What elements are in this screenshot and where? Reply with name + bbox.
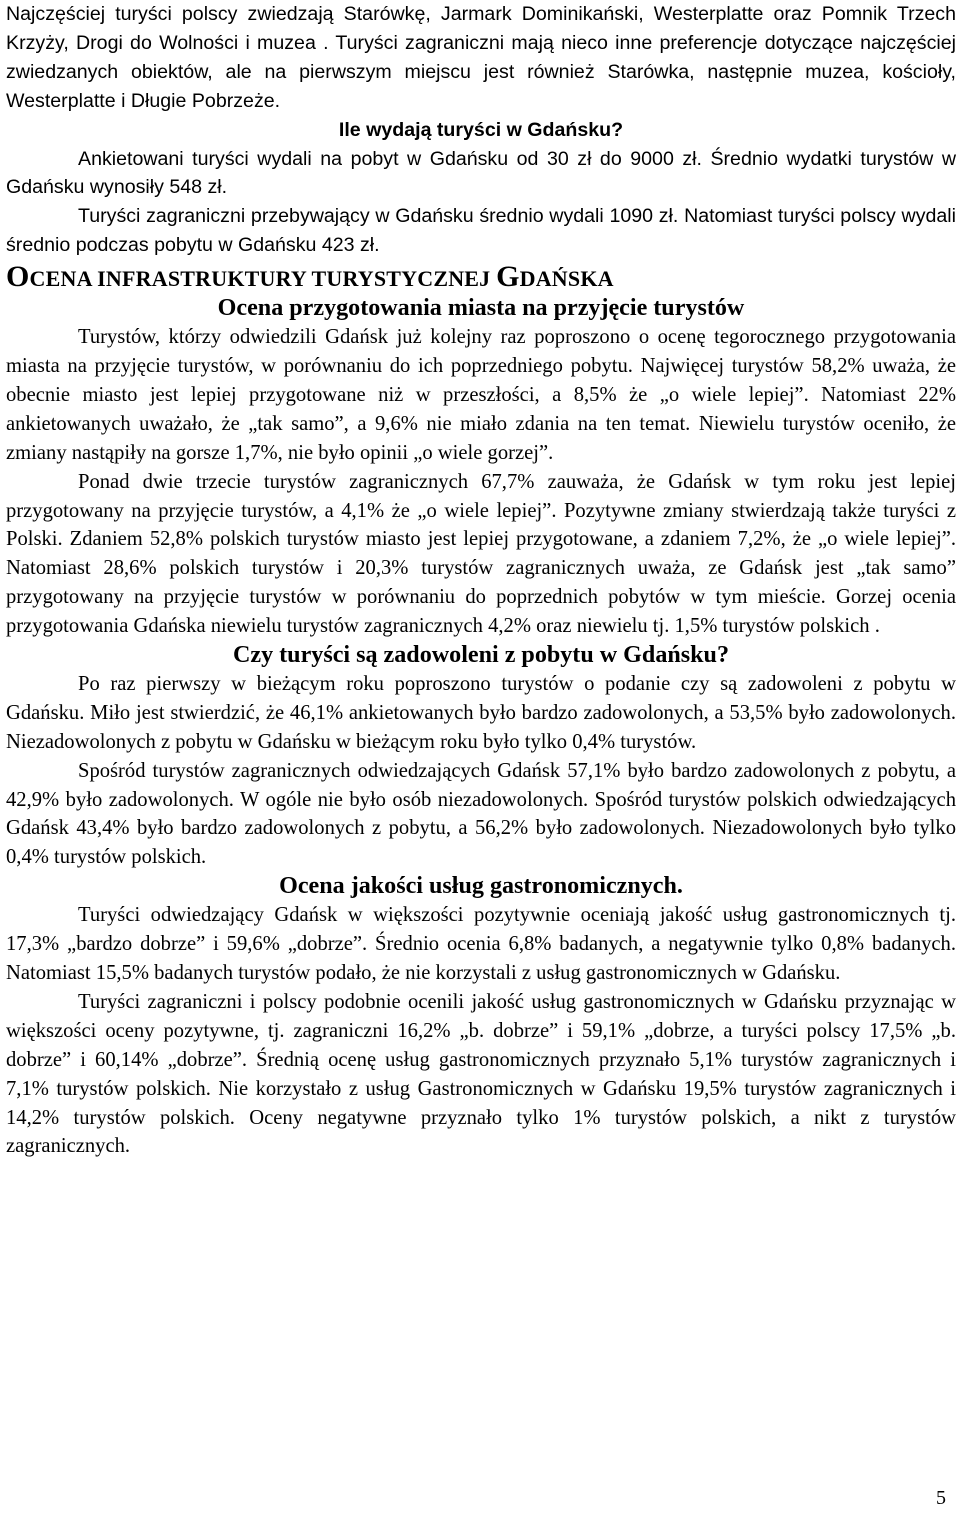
page-number: 5 [936, 1487, 946, 1509]
infrastructure-paragraph-1: Turystów, którzy odwiedzili Gdańsk już kolejny raz poproszono o ocenę tegorocznego przygotowania miasta na przyjęcie turystów, w porównaniu do ich poprzedniego pobytu. Najwięcej turystów 58,2% uważa, że obecnie miasto jest lepiej przygotowane niż w przeszłości, a 8,5% że „o wiele lepiej”. Natomiast 22% ankietowanych uważało, że „tak samo”, a 9,6% nie miało zdania na ten temat. Niewielu turystów oceniło, że zmiany nastąpiły na gorsze 1,7%, nie było opinii „o wiele gorzej”. [6, 326, 956, 464]
infrastructure-paragraph-2: Ponad dwie trzecie turystów zagranicznych 67,7% zauważa, że Gdańsk w tym roku jest lepiej przygotowany na przyjęcie turystów, a 4,1% że „o wiele lepiej”. Pozytywne zmiany stwierdzają także turyści z Polski. Zdaniem 52,8% polskich turystów miasto jest lepiej przygotowane, a zdaniem 7,2%, że „o wiele lepiej”. Natomiast 28,6% polskich turystów i 20,3% turystów zagranicznych uważa, ze Gdańsk jest „tak samo” przygotowany na przyjęcie turystów w porównaniu do poprzednich pobytów w tym mieście. Gorzej ocenia przygotowania Gdańska niewielu turystów zagranicznych 4,2% oraz niewielu tj. 1,5% turystów polskich . [6, 470, 956, 638]
heading-initial-o: O [6, 260, 30, 294]
infrastructure-subheading: Ocena przygotowania miasta na przyjęcie turystów [217, 295, 745, 322]
infrastructure-heading [6, 262, 956, 294]
gastronomy-paragraph-2: Turyści zagraniczni i polscy podobnie ocenili jakość usług gastronomicznych w Gdańsku przyznając w większości oceny pozytywne, tj. zagraniczni 16,2% „b. dobrze” i 59,1% „dobrze, a turyści polscy 17,5% „b. dobrze” i 60,14% „dobrze”. Średnią ocenę usług gastronomicznych przyznało 5,1% turystów zagranicznych i 7,1% turystów polskich. Nie korzystało z usług Gastronomicznych w Gdańsku 19,5% turystów zagranicznych i 14,2% turystów polskich. Oceny negatywne przyznało tylko 1% turystów polskich, a nikt z turystów zagranicznych. [6, 990, 956, 1158]
spending-heading: Ile wydają turyści w Gdańsku? [338, 118, 624, 141]
heading-text-1: CENA INFRASTRUKTURY TURYSTYCZNEJ [29, 266, 497, 292]
intro-paragraph: Najczęściej turyści polscy zwiedzają Starówkę, Jarmark Dominikański, Westerplatte oraz Pomnik Trzech Krzyży, Drogi do Wolności i muzea . Turyści zagraniczni mają nieco inne preferencje dotyczące najczęściej zwiedzanych obiektów, ale na pierwszym miejscu jest również Starówka, następnie muzea, kościoły, Westerplatte i Długie Pobrzeże. [6, 3, 956, 112]
satisfaction-paragraph-2: Spośród turystów zagranicznych odwiedzających Gdańsk 57,1% było bardzo zadowolonych z pobytu, a 42,9% było zadowolonych. W ogóle nie było osób niezadowolonych. Spośród turystów polskich odwiedzających Gdańsk 43,4% było bardzo zadowolonych z pobytu, a 56,2% było zadowolonych. Niezadowolonych było tylko 0,4% turystów polskich. [6, 759, 956, 869]
gastronomy-heading: Ocena jakości usług gastronomicznych. [279, 873, 683, 900]
spending-paragraph-1: Ankietowani turyści wydali na pobyt w Gdańsku od 30 zł do 9000 zł. Średnio wydatki turystów w Gdańsku wynosiły 548 zł. [6, 147, 956, 199]
document-page [6, 0, 956, 1161]
spending-paragraph-2: Turyści zagraniczni przebywający w Gdańsku średnio wydali 1090 zł. Natomiast turyści polscy wydali średnio podczas pobytu w Gdańsku 423 zł. [6, 205, 956, 257]
gastronomy-paragraph-1: Turyści odwiedzający Gdańsk w większości pozytywnie oceniają jakość usług gastronomicznych tj. 17,3% „bardzo dobrze” i 59,6% „dobrze”. Średnio ocenia 6,8% badanych, a negatywnie tylko 0,8% badanych. Natomiast 15,5% badanych turystów podało, że nie korzystali z usług gastronomicznych w Gdańsku. [6, 904, 956, 984]
heading-initial-g: G [496, 260, 520, 294]
heading-text-2: DAŃSKA [519, 266, 614, 292]
satisfaction-paragraph-1: Po raz pierwszy w bieżącym roku poproszono turystów o podanie czy są zadowoleni z pobytu w Gdańsku. Miło jest stwierdzić, że 46,1% ankietowanych było bardzo zadowolonych, a 53,5% było zadowolonych. Niezadowolonych z pobytu w Gdańsku w bieżącym roku było tylko 0,4% turystów. [6, 672, 956, 753]
satisfaction-heading: Czy turyści są zadowoleni z pobytu w Gdańsku? [233, 642, 729, 669]
